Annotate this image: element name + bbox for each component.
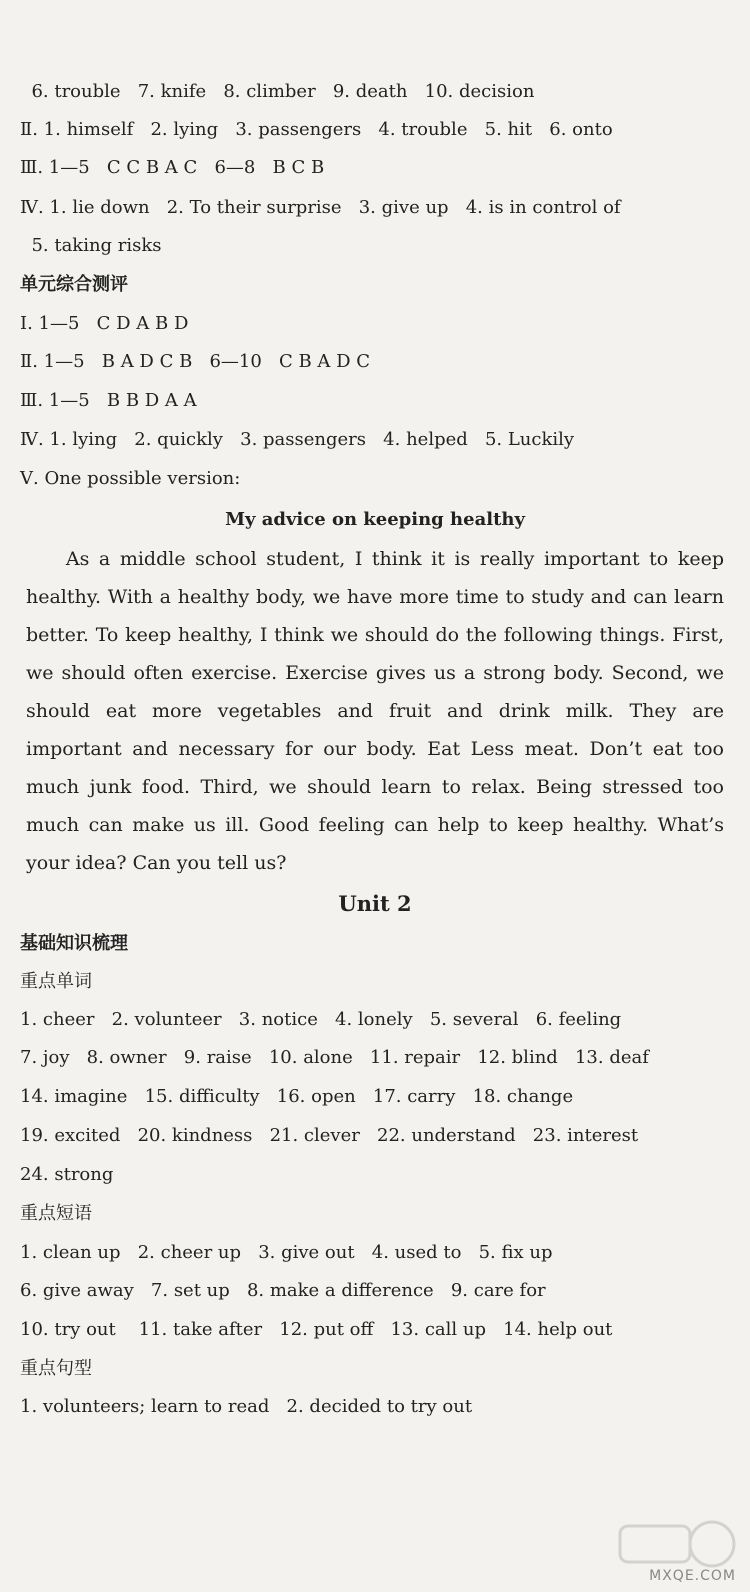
answer-line: 7. joy 8. owner 9. raise 10. alone 11. repair 12. blind 13. deaf [20, 1047, 649, 1068]
answer-line: 1. volunteers; learn to read 2. decided to try out [20, 1396, 473, 1417]
answer-line: Ⅳ. 1. lying 2. quickly 3. passengers 4. helped 5. Luckily [20, 429, 575, 450]
section-heading: 基础知识梳理 [20, 933, 128, 954]
answer-line: Ⅴ. One possible version: [20, 468, 241, 489]
essay-paragraph: As a middle school student, I think it is really important to keep healthy. With a healthy body, we have more time to study and can learn better. To keep healthy, I think we should do the following things. First, we should often exercise. Exercise gives us a strong body. Second, we should eat more vegetables and fruit and drink milk. They are important and necessary for our body. Eat Less meat. Don’t eat too much junk food. Third, we should learn to relax. Being stressed too much can make us ill. Good feeling can help to keep healthy. What’s your idea? Can you tell us? [26, 548, 724, 874]
unit-title: Unit 2 [338, 891, 412, 916]
subsection-heading: 重点句型 [20, 1358, 92, 1379]
answer-line: Ⅱ. 1—5 B A D C B 6—10 C B A D C [20, 351, 371, 372]
essay-body [26, 540, 724, 882]
subsection-heading: 重点短语 [20, 1203, 92, 1224]
watermark-text: MXQE.COM [649, 1568, 736, 1584]
answer-line: 6. trouble 7. knife 8. climber 9. death 10. decision [20, 81, 535, 102]
answer-line: 14. imagine 15. difficulty 16. open 17. carry 18. change [20, 1086, 574, 1107]
essay-title: My advice on keeping healthy [225, 509, 525, 530]
answer-line: Ⅲ. 1—5 B B D A A [20, 390, 197, 411]
answer-line: 1. clean up 2. cheer up 3. give out 4. used to 5. fix up [20, 1242, 553, 1263]
answer-line: Ⅲ. 1—5 C C B A C 6—8 B C B [20, 157, 325, 178]
subsection-heading: 重点单词 [20, 971, 92, 992]
answer-line: Ⅳ. 1. lie down 2. To their surprise 3. give up 4. is in control of [20, 197, 621, 218]
answer-line: 19. excited 20. kindness 21. clever 22. understand 23. interest [20, 1125, 639, 1146]
answer-line: Ⅰ. 1—5 C D A B D [20, 313, 189, 334]
answer-line: 6. give away 7. set up 8. make a difference 9. care for [20, 1280, 546, 1301]
answer-line: Ⅱ. 1. himself 2. lying 3. passengers 4. trouble 5. hit 6. onto [20, 119, 613, 140]
section-heading: 单元综合测评 [20, 274, 128, 295]
answer-line: 1. cheer 2. volunteer 3. notice 4. lonely 5. several 6. feeling [20, 1009, 622, 1030]
answer-line: 10. try out 11. take after 12. put off 13. call up 14. help out [20, 1319, 613, 1340]
answer-line: 24. strong [20, 1164, 114, 1185]
answer-line: 5. taking risks [20, 235, 162, 256]
